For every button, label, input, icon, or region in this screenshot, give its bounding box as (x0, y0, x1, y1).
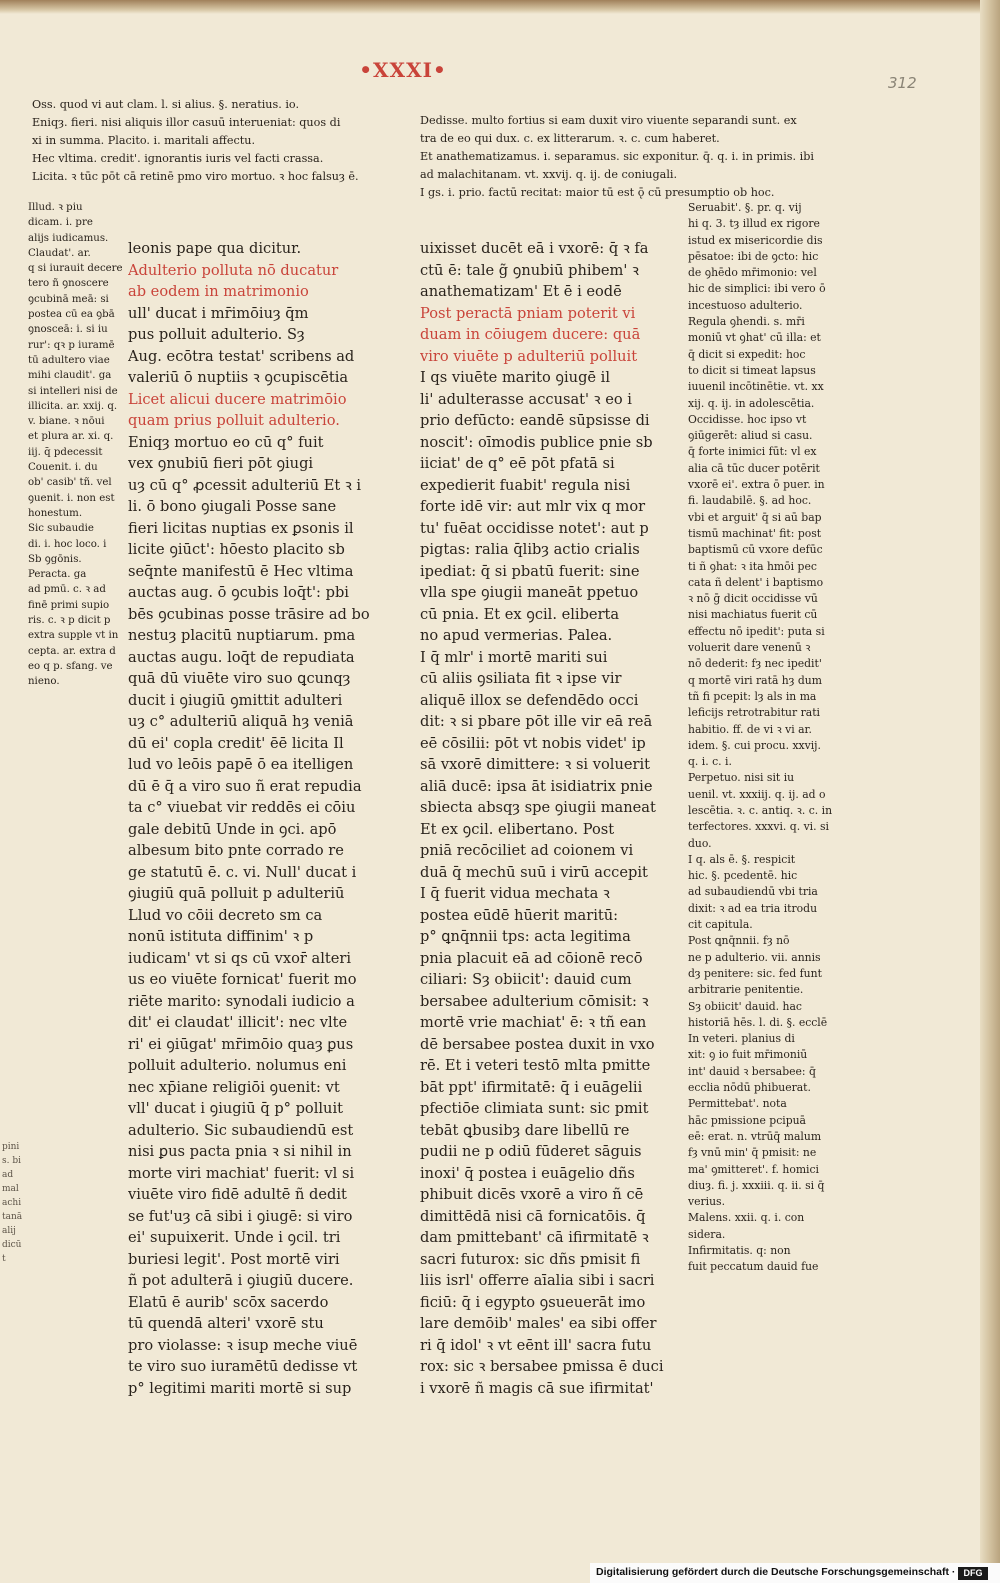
gloss-line: xij. q. ij. in adolescētia. (688, 396, 815, 410)
text-line: forte idē vir: aut mlr vix q mor (420, 498, 646, 515)
text-line: duā q̄ mechū suū i virū accepit (420, 863, 648, 881)
gloss-line: ad subaudiendū vbi tria (688, 885, 818, 899)
gloss-line: Oss. quod vi aut clam. l. si alius. §. neratius. io. (32, 98, 300, 111)
gloss-line: tñ fi pcepit: lȝ als in ma (688, 689, 817, 703)
text-line: Eniqȝ mortuo eo cū q° fuit (128, 433, 324, 451)
marginal-gloss-line: dicam. i. pre (28, 217, 93, 229)
text-line: dē bersabee postea duxit in vxo (420, 1035, 655, 1053)
gloss-line: hāc pmissione pcipuā (688, 1113, 806, 1127)
marginal-gloss-line: cepta. ar. extra d (28, 645, 116, 657)
gloss-line: fi. laudabilē. §. ad hoc. (688, 494, 812, 508)
text-line: ge statutū ē. c. vi. Null' ducat i (128, 863, 357, 881)
text-line: bēs ꝯcubinas posse trāsire ad bo (128, 605, 370, 623)
gloss-line: In veteri. planius di (688, 1032, 795, 1046)
text-line: lare demōib' males' ea sibi offer (420, 1315, 657, 1332)
text-line: postea eūdē hūerit maritū: (420, 906, 619, 924)
marginal-gloss-line: illicita. ar. xxij. q. (28, 400, 118, 412)
text-line: no apud vermerias. Palea. (420, 627, 613, 644)
gloss-line: terfectores. xxxvi. q. vi. si (688, 820, 829, 834)
text-line: dit' ei claudat' illicit': nec vlte (128, 1014, 348, 1031)
text-line: I q̄ mlr' i mortē mariti sui (420, 648, 608, 666)
text-line: pudii ne p odiū fūderet sāguis (420, 1143, 642, 1160)
text-line: ull' ducat i mr̄imōiuȝ q̄m (128, 304, 309, 322)
text-line: Llud vo cōii decreto sm ca (128, 906, 323, 924)
text-line: valeriū ō nuptiis ꝛ ꝯcupiscētia (128, 369, 349, 386)
text-line: adulterio. Sic subaudiendū est (128, 1121, 354, 1139)
gloss-line: ne p adulterio. vii. annis (688, 950, 821, 964)
gloss-line: Hec vltima. credit'. ignorantis iuris vel facti crassa. (32, 152, 324, 165)
gloss-line: ad malachitanam. vt. xxvij. q. ij. de coniugali. (420, 168, 678, 181)
text-line: buriesi legit'. Post mortē viri (128, 1250, 340, 1268)
marginal-gloss-line: Couenit. i. du (28, 462, 98, 474)
gloss-line: voluerit dare venenū ꝛ (688, 641, 811, 655)
gloss-line: historiā hēs. l. di. §. ecclē (688, 1015, 828, 1029)
gloss-line: idem. §. cui procu. xxvij. (688, 738, 821, 752)
gloss-line: de ꝯhēdo mr̄imonio: vel (688, 266, 817, 280)
marginal-gloss-line: iij. q̄ pdecessit (28, 446, 103, 458)
gloss-line: Malens. xxii. q. i. con (688, 1211, 805, 1225)
gloss-line: int' dauid ꝛ bersabee: q̄ (688, 1064, 816, 1078)
marginal-gloss-line: extra supple vt in (28, 630, 119, 642)
gloss-line: alia cā tūc ducer potērit (688, 461, 820, 475)
text-line: eē cōsilii: pōt vt nobis videt' ip (420, 734, 646, 752)
text-line: pniā recōciliet ad coionem vi (420, 842, 634, 859)
marginal-gloss-line: ꝯnosceā: i. si iu (28, 324, 108, 336)
gloss-line: arbitrarie penitentie. (688, 983, 804, 997)
text-line: I qs viuēte marito ꝯiugē il (420, 369, 611, 386)
text-line: pfectiōe climiata sunt: sic pmit (420, 1100, 649, 1117)
gloss-line: duo. (688, 836, 712, 850)
digitization-credit: Digitalisierung gefördert durch die Deutsche Forschungsgemeinschaft · (596, 1566, 956, 1578)
gloss-line: Infirmitatis. q: non (688, 1244, 791, 1257)
rubric-heading: Licet alicui ducere matrimōio (128, 390, 347, 408)
text-line: cū aliis ꝯsiliata fit ꝛ ipse vir (420, 670, 622, 687)
gloss-line: xit: ꝯ io fuit mr̄imoniū (688, 1048, 808, 1062)
text-line: ficiū: q̄ i egypto ꝯsueuerāt imo (420, 1293, 646, 1311)
text-line: sā vxorē dimittere: ꝛ si voluerit (420, 756, 650, 773)
gloss-line: hi q. 3. tȝ illud ex rigore (688, 217, 820, 231)
gloss-line: vbi et arguit' q̄ si aū bap (688, 510, 822, 524)
gloss-left-margin (28, 200, 124, 690)
gloss-line: nō dederit: fȝ nec ipedit' (688, 657, 822, 671)
text-line: vlla spe ꝯiugii maneāt ppetuo (420, 584, 639, 601)
gloss-line: Occidisse. hoc ipso vt (688, 412, 807, 426)
page-top-edge (0, 0, 1000, 14)
text-line: bersabee adulterium cōmisit: ꝛ (420, 992, 649, 1010)
gloss-line: incestuoso adulterio. (688, 298, 803, 312)
text-line: te viro suo iuramētū dedisse vt (128, 1358, 358, 1375)
text-line: prio defūcto: eandē sūpsisse di (420, 412, 650, 429)
rubric-heading: Adulterio polluta nō ducatur (128, 261, 339, 279)
gloss-line: verius. (688, 1195, 726, 1209)
text-line: seq̄nte manifestū ē Hec vltima (128, 562, 354, 580)
gloss-line: effectu nō ipedit': puta si (688, 624, 825, 638)
gloss-top-left (32, 96, 392, 186)
text-line: I q̄ fuerit vidua mechata ꝛ (420, 885, 610, 902)
gloss-line: Eniqȝ. fieri. nisi aliquis illor casuū interueniat: quos di (32, 116, 341, 129)
text-line: tebāt ꝗbusibȝ dare libellū re (420, 1121, 630, 1139)
text-line: fieri licitas nuptias ex ꝑsonis il (128, 519, 354, 537)
gloss-line: lescētia. ꝛ. c. antiq. ꝛ. c. in (688, 803, 833, 817)
text-line: dū ē q̄ a viro suo ñ erat repudia (128, 777, 362, 795)
text-line: Elatū ē aurib' scōx sacerdo (128, 1293, 329, 1311)
gloss-line: cit capitula. (688, 918, 753, 932)
text-line: iudicam' vt si qs cū vxor̄ alteri (128, 949, 352, 967)
text-line: sacri futurox: sic dñs pmisit fi (420, 1250, 641, 1268)
text-line: tū quendā alteri' vxorē stu (128, 1315, 324, 1332)
text-line: ei' supuixerit. Unde i ꝯcil. tri (128, 1229, 341, 1246)
gloss-line: dȝ penitere: sic. fed funt (688, 966, 822, 980)
text-line: mortē vrie machiat' ē: ꝛ tñ ean (420, 1014, 647, 1031)
text-line: dū ei' copla credit' ēē licita Il (128, 734, 344, 752)
marginal-gloss-line: Claudat'. ar. (28, 247, 91, 259)
gloss-line: q. i. c. i. (688, 755, 732, 769)
gloss-line: sidera. (688, 1227, 726, 1241)
marginal-gloss-line: et plura ar. xi. q. (28, 431, 114, 443)
gloss-line: q mortē viri ratā hȝ dum (688, 673, 822, 687)
text-line: ꝯiugiū quā polluit p adulteriū (128, 885, 345, 902)
rubric-heading: ab eodem in matrimonio (128, 283, 309, 300)
text-line: pigtas: ralia q̄libȝ actio crialis (420, 541, 640, 558)
marginal-gloss-line: ꝯuenit. i. non est (28, 492, 115, 504)
rubric-heading: Post peractā pniam poterit vi (420, 304, 636, 322)
text-line: anathematizam' Et ē i eodē (420, 283, 622, 300)
main-text-column-1 (128, 238, 380, 1399)
text-line: uȝ c° adulteriū aliquā hȝ veniā (128, 713, 354, 730)
gloss-line: to dicit si timeat lapsus (688, 363, 816, 377)
gloss-line: vxorē ei'. extra ō puer. in (688, 478, 825, 492)
text-line: se fut'uȝ cā sibi i ꝯiugē: si viro (128, 1207, 353, 1225)
text-line: iiciat' de q° eē pōt pfatā si (420, 455, 615, 472)
gloss-line: diuȝ. fi. j. xxxiii. q. ii. si q̄ (688, 1178, 825, 1192)
text-line: nestuȝ placitū nuptiarum. pma (128, 627, 356, 644)
gloss-right-column (688, 200, 846, 1276)
text-line: expedierit fuabit' regula nisi (420, 476, 631, 494)
gloss-line: ecclia nōdū phibuerat. (688, 1081, 811, 1095)
gloss-line: q̄ dicit si expedit: hoc (688, 347, 806, 361)
gloss-line: Dedisse. multo fortius si eam duxit viro viuente separandi sunt. ex (420, 114, 797, 127)
marginal-gloss-line: v. biane. ꝛ nōui (28, 416, 105, 428)
rubric-heading: viro viuēte p adulteriū polluit (420, 347, 638, 365)
text-line: auctas aug. ō ꝯcubis loq̄t': pbi (128, 584, 349, 601)
text-line: p° legitimi mariti mortē si sup (128, 1379, 352, 1397)
text-line: ciliari: Sȝ obiicit': dauid cum (420, 971, 632, 988)
gloss-line: Licita. ꝛ tūc pōt cā retinē pmo viro mortuo. ꝛ hoc falsuȝ ē. (32, 170, 359, 183)
text-line: p° ꝗnq̄nnii tps: acta legitima (420, 928, 631, 945)
text-line: viuēte viro fidē adultē ñ dedit (128, 1186, 347, 1203)
marginal-gloss-line: postea cū ea ꝯbā (28, 309, 115, 321)
gloss-line: pēsatoe: ibi de ꝯcto: hic (688, 249, 819, 263)
gloss-line: Sȝ obiicit' dauid. hac (688, 999, 802, 1013)
text-line: Aug. ecōtra testat' scribens ad (128, 347, 355, 365)
gloss-top-right (420, 112, 848, 202)
gloss-line: Post ꝗnq̄nnii. fȝ nō (688, 934, 790, 948)
text-line: ctū ē: tale g̃ ꝯnubiū phibem' ꝛ (420, 261, 639, 279)
gloss-line: ti ñ ꝯhat: ꝛ ita hmōi pec (688, 559, 817, 573)
marginal-gloss-line: Sb ꝯgōnis. (28, 553, 82, 565)
left-edge-notes: pinis. bi ad malachitanā alij dicūt (2, 1142, 23, 1264)
text-line: polluit adulterio. nolumus eni (128, 1057, 347, 1074)
marginal-gloss-line: finē primi supio (28, 599, 110, 611)
text-line: pro violasse: ꝛ isup meche viuē (128, 1336, 358, 1354)
gloss-line: Seruabit'. §. pr. q. vij (688, 201, 802, 214)
marginal-gloss-line: Illud. ꝛ piu (28, 202, 83, 213)
text-line: pnia placuit eā ad cōionē recō (420, 949, 643, 967)
dfg-logo: DFG (958, 1567, 988, 1580)
gloss-line: ꝛ nō ḡ dicit occidisse vū (688, 592, 818, 606)
gloss-line: nisi machiatus fuerit cū (688, 608, 818, 622)
marginal-gloss-line: honestum. (28, 507, 83, 519)
text-line: bāt ppt' ifirmitatē: q̄ i euāgelii (420, 1078, 643, 1096)
text-line: rox: sic ꝛ bersabee pmissa ē duci (420, 1358, 664, 1375)
text-line: ta c° viuebat vir reddēs ei cōiu (128, 799, 356, 816)
marginal-gloss-line: nieno. (28, 676, 60, 688)
pencil-foliation: 312 (888, 74, 917, 92)
text-line: li' adulterasse accusat' ꝛ eo i (420, 390, 632, 408)
marginal-gloss-line: tero ñ ꝯnoscere (28, 278, 109, 290)
rubric-heading: quam prius polluit adulterio. (128, 412, 340, 429)
text-line: nec xp̄iane religiōi ꝯuenit: vt (128, 1078, 340, 1096)
gloss-line: I gs. i. prio. factū recitat: maior tū est ǭ cū presumptio ob hoc. (420, 186, 775, 199)
gloss-line: cata ñ delent' i baptismo (688, 575, 824, 589)
gloss-line: iuuenil incōtinētie. vt. xx (688, 380, 824, 394)
marginal-gloss-line: rur': qꝛ p iuramē (28, 339, 115, 351)
marginal-gloss-line: ris. c. ꝛ p dicit p (28, 615, 111, 627)
gloss-line: Et anathematizamus. i. separamus. sic exponitur. q̄. q. i. in primis. ibi (420, 150, 814, 163)
text-line: ri q̄ idol' ꝛ vt eēnt ill' sacra futu (420, 1336, 652, 1354)
text-line: uixisset ducēt eā i vxorē: q̄ ꝛ fa (420, 240, 649, 257)
main-text-column-2 (420, 238, 670, 1399)
text-line: morte viri machiat' fuerit: vl si (128, 1164, 355, 1182)
text-line: quā dū viuēte viro suo ꝗcunqȝ (128, 670, 351, 687)
gloss-line: fȝ vnū min' q̄ pmisit: ne (688, 1146, 817, 1160)
text-line: nonū istituta diffinim' ꝛ p (128, 928, 314, 945)
gloss-line: tra de eo qui dux. c. ex litterarum. ꝛ. c. cum haberet. (420, 132, 720, 145)
text-line: aliquē illox se defendēdo occi (420, 691, 639, 709)
gloss-line: xi in summa. Placito. i. maritali affectu. (32, 134, 256, 147)
text-line: vll' ducat i ꝯiugiū q̄ p° polluit (128, 1100, 343, 1117)
text-line: cū pnia. Et ex ꝯcil. eliberta (420, 605, 620, 623)
gloss-line: ma' ꝯmitteret'. f. homici (688, 1162, 820, 1176)
text-line: uȝ cū q° ꝓcessit adulteriū Et ꝛ i (128, 476, 362, 494)
text-line: dam pmittebant' cā ifirmitatē ꝛ (420, 1229, 649, 1246)
text-line: ipediat: q̄ si pbatū fuerit: sine (420, 562, 640, 580)
gloss-line: tismū machinat' fit: post (688, 526, 822, 540)
text-line: inoxi' q̄ postea i euāgelio dñs (420, 1164, 635, 1182)
gloss-line: uenil. vt. xxxiij. q. ij. ad o (688, 787, 826, 801)
text-line: ñ pot adulterā i ꝯiugiū ducere. (128, 1272, 354, 1289)
text-line: li. ō bono ꝯiugali Posse sane (128, 498, 337, 515)
text-line: sbiecta absqȝ spe ꝯiugii maneat (420, 799, 656, 816)
marginal-gloss-line: si intelleri nisi de (28, 385, 118, 397)
text-line: liis isrl' offerre aīalia sibi i sacri (420, 1272, 655, 1289)
gloss-line: ꝯiūgerēt: aliud si casu. (688, 429, 813, 443)
text-line: gale debitū Unde in ꝯci. apō (128, 820, 337, 838)
rubric-heading: duam in cōiugem ducere: quā (420, 326, 641, 343)
text-line: aliā ducē: ipsa āt isidiatrix pnie (420, 777, 653, 795)
text-line: pus polluit adulterio. Sȝ (128, 326, 305, 343)
text-line: dimittēdā nisi cā fornicatōis. q̄ (420, 1207, 646, 1225)
marginal-gloss-line: alijs iudicamus. (28, 232, 109, 244)
text-line: us eo viuēte fornicat' fuerit mo (128, 971, 357, 988)
marginal-gloss-line: Sic subaudie (28, 523, 94, 535)
marginal-gloss-line: q si iurauit decere (28, 263, 123, 275)
marginal-gloss-line: Peracta. ga (28, 569, 87, 581)
marginal-gloss-line: di. i. hoc loco. i (28, 538, 107, 550)
gloss-line: Perpetuo. nisi sit iu (688, 771, 795, 785)
text-line: auctas augu. loq̄t de repudiata (128, 648, 355, 666)
gloss-line: Permittebat'. nota (688, 1097, 787, 1111)
gloss-line: hic. §. pcedentē. hic (688, 869, 798, 883)
text-line: ducit i ꝯiugiū ꝯmittit adulteri (128, 691, 343, 709)
text-line: tu' fuēat occidisse notet': aut p (420, 519, 649, 537)
gloss-line: istud ex misericordie dis (688, 233, 823, 247)
gloss-line: fuit peccatum dauid fue (688, 1260, 819, 1274)
gloss-line: moniū vt ꝯhat' cū illa: et (688, 331, 821, 345)
folio-number: •XXXI• (359, 58, 447, 82)
text-line: noscit': oīmodis publice pnie sb (420, 433, 653, 451)
gloss-line: Regula ꝯhendi. s. mr̄i (688, 315, 805, 329)
gloss-line: I q. als ē. §. respicit (688, 852, 796, 866)
marginal-gloss-line: ad pmū. c. ꝛ ad (28, 584, 106, 596)
gloss-line: dixit: ꝛ ad ea tria itrodu (688, 901, 818, 915)
text-line: Et ex ꝯcil. elibertano. Post (420, 820, 615, 838)
chapter-intro: leonis pape qua dicitur. (128, 240, 302, 257)
gloss-line: eē: erat. n. vtrūq̄ malum (688, 1129, 822, 1143)
gloss-line: q̄ forte inimici fūt: vl ex (688, 445, 817, 459)
marginal-gloss-line: eo q p. sfang. ve (28, 660, 113, 672)
text-line: lud vo leōis papē ō ea itelligen (128, 756, 354, 773)
text-line: dit: ꝛ si pbare pōt ille vir eā reā (420, 713, 653, 730)
gloss-line: baptismū cū vxore defūc (688, 543, 823, 557)
marginal-gloss-line: ob' casib' tñ. vel (28, 477, 112, 489)
text-line: licite ꝯiūct': hōesto placito sb (128, 541, 345, 558)
text-line: rē. Et i veteri testō mlta pmitte (420, 1057, 651, 1074)
gloss-line: leficijs retrotrabitur rati (688, 706, 820, 720)
marginal-gloss-line: ꝯcubinā meā: si (28, 293, 109, 305)
text-line: i vxorē ñ magis cā sue ifirmitat' (420, 1379, 654, 1397)
gloss-line: habitio. ff. de vi ꝛ vi ar. (688, 722, 812, 736)
text-line: nisi ꝑus pacta pnia ꝛ si nihil in (128, 1143, 352, 1160)
text-line: albesum bito pnte corrado re (128, 842, 344, 859)
marginal-gloss-line: tū adultero viae (28, 354, 110, 366)
page-gutter (980, 0, 1000, 1583)
text-line: ri' ei ꝯiūgat' mr̄imōio quaȝ ꝑus (128, 1035, 354, 1053)
gloss-line: hic de simplici: ibi vero ō (688, 282, 826, 296)
marginal-gloss-line: mihi claudit'. ga (28, 370, 112, 382)
text-line: vex ꝯnubiū fieri pōt ꝯiugi (128, 455, 314, 472)
text-line: phibuit dicēs vxorē a viro ñ cē (420, 1186, 644, 1203)
text-line: riēte marito: synodali iudicio a (128, 992, 355, 1010)
